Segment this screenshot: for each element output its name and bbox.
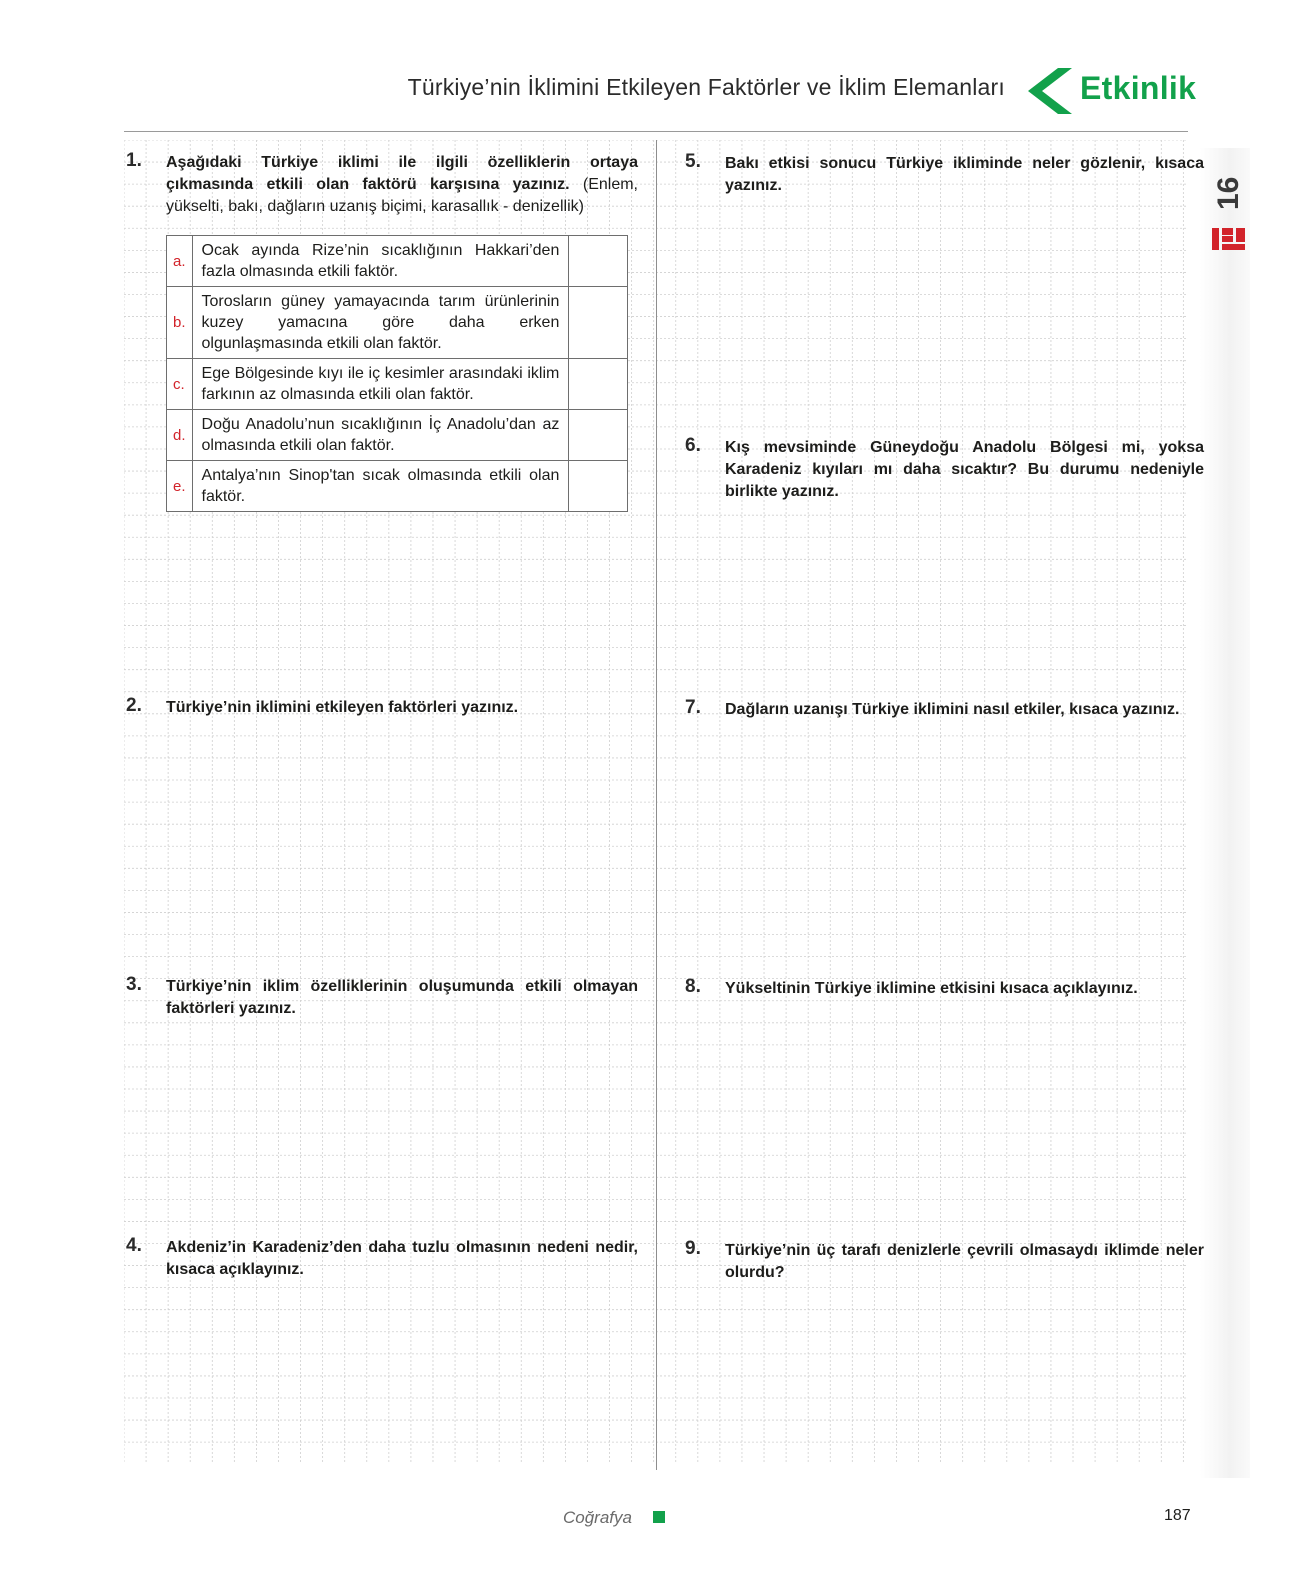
question-instruction: Aşağıdaki Türkiye iklimi ile ilgili özelliklerin ortaya çıkmasında etkili olan faktörü karşısına yazınız.: [166, 154, 638, 193]
question-prompt: Türkiye’nin iklim özelliklerinin oluşumunda etkili olmayan faktörleri yazınız.: [166, 978, 638, 1017]
question-text: [166, 697, 638, 719]
question-text: [725, 437, 1204, 503]
answer-cell[interactable]: [569, 236, 628, 287]
answer-cell[interactable]: [569, 359, 628, 410]
column-divider: [656, 140, 657, 1470]
answer-cell[interactable]: [569, 461, 628, 512]
question-prompt: Dağların uzanışı Türkiye iklimini nasıl etkiler, kısaca yazınız.: [725, 701, 1180, 718]
question-text: [725, 978, 1204, 1000]
row-statement: Ege Bölgesinde kıyı ile iç kesimler arasındaki iklim farkının az olmasında etkili olan faktör.: [192, 359, 569, 410]
row-label: a.: [167, 236, 193, 287]
unit-number: 16: [1212, 176, 1245, 210]
question-text: [166, 976, 638, 1020]
facts-table: [166, 235, 628, 512]
question-number: 7.: [685, 697, 701, 718]
question-number: 5.: [685, 151, 701, 172]
question-text: [166, 152, 638, 218]
table-row: [167, 410, 628, 461]
table-row: [167, 287, 628, 359]
table-row: [167, 359, 628, 410]
question-number: 8.: [685, 976, 701, 997]
question-text: [725, 153, 1204, 197]
question-number: 4.: [126, 1235, 142, 1256]
question-prompt: Türkiye’nin üç tarafı denizlerle çevrili olmasaydı iklimde neler olurdu?: [725, 1242, 1204, 1281]
question-number: 6.: [685, 435, 701, 456]
page-number: 187: [1164, 1507, 1191, 1524]
chevron-left-icon: [1028, 68, 1072, 114]
table-row: [167, 236, 628, 287]
question-number: 9.: [685, 1238, 701, 1259]
footer-subject: Coğrafya: [563, 1508, 632, 1527]
question-prompt: Bakı etkisi sonucu Türkiye ikliminde neler gözlenir, kısaca yazınız.: [725, 155, 1204, 194]
question-text: [725, 699, 1204, 721]
question-number: 1.: [126, 150, 142, 171]
row-label: c.: [167, 359, 193, 410]
question-text: [166, 1237, 638, 1281]
answer-cell[interactable]: [569, 410, 628, 461]
side-tab: [1200, 148, 1250, 1478]
row-label: d.: [167, 410, 193, 461]
row-statement: Ocak ayında Rize’nin sıcaklığının Hakkari’den fazla olmasında etkili faktör.: [192, 236, 569, 287]
row-statement: Torosların güney yamayacında tarım ürünlerinin kuzey yamacına göre daha erken olgunlaşmasında etkili olan faktör.: [192, 287, 569, 359]
question-prompt: Akdeniz’in Karadeniz’den daha tuzlu olmasının nedeni nedir, kısaca açıklayınız.: [166, 1239, 638, 1278]
question-number: 3.: [126, 974, 142, 995]
row-statement: Doğu Anadolu’nun sıcaklığının İç Anadolu’dan az olmasında etkili olan faktör.: [192, 410, 569, 461]
row-statement: Antalya’nın Sinop'tan sıcak olmasında etkili olan faktör.: [192, 461, 569, 512]
question-options: (Enlem, yükselti, bakı, dağların uzanış biçimi, karasallık - denizellik): [166, 176, 638, 215]
answer-cell[interactable]: [569, 287, 628, 359]
question-prompt: Türkiye’nin iklimini etkileyen faktörleri yazınız.: [166, 699, 519, 716]
footer-square-icon: [653, 1511, 665, 1523]
row-label: b.: [167, 287, 193, 359]
activity-badge: Etkinlik: [1080, 70, 1197, 106]
page-title: Türkiye’nin İklimini Etkileyen Faktörler ve İklim Elemanları: [407, 74, 1005, 100]
row-label: e.: [167, 461, 193, 512]
question-text: [725, 1240, 1204, 1284]
question-prompt: Kış mevsiminde Güneydoğu Anadolu Bölgesi mi, yoksa Karadeniz kıyıları mı daha sıcaktır? Bu durumu nedeniyle birlikte yazınız.: [725, 439, 1204, 500]
question-number: 2.: [126, 695, 142, 716]
publisher-logo-icon: [1212, 228, 1246, 250]
question-prompt: Yükseltinin Türkiye iklimine etkisini kısaca açıklayınız.: [725, 980, 1138, 997]
table-row: [167, 461, 628, 512]
header-divider: [124, 131, 1188, 132]
